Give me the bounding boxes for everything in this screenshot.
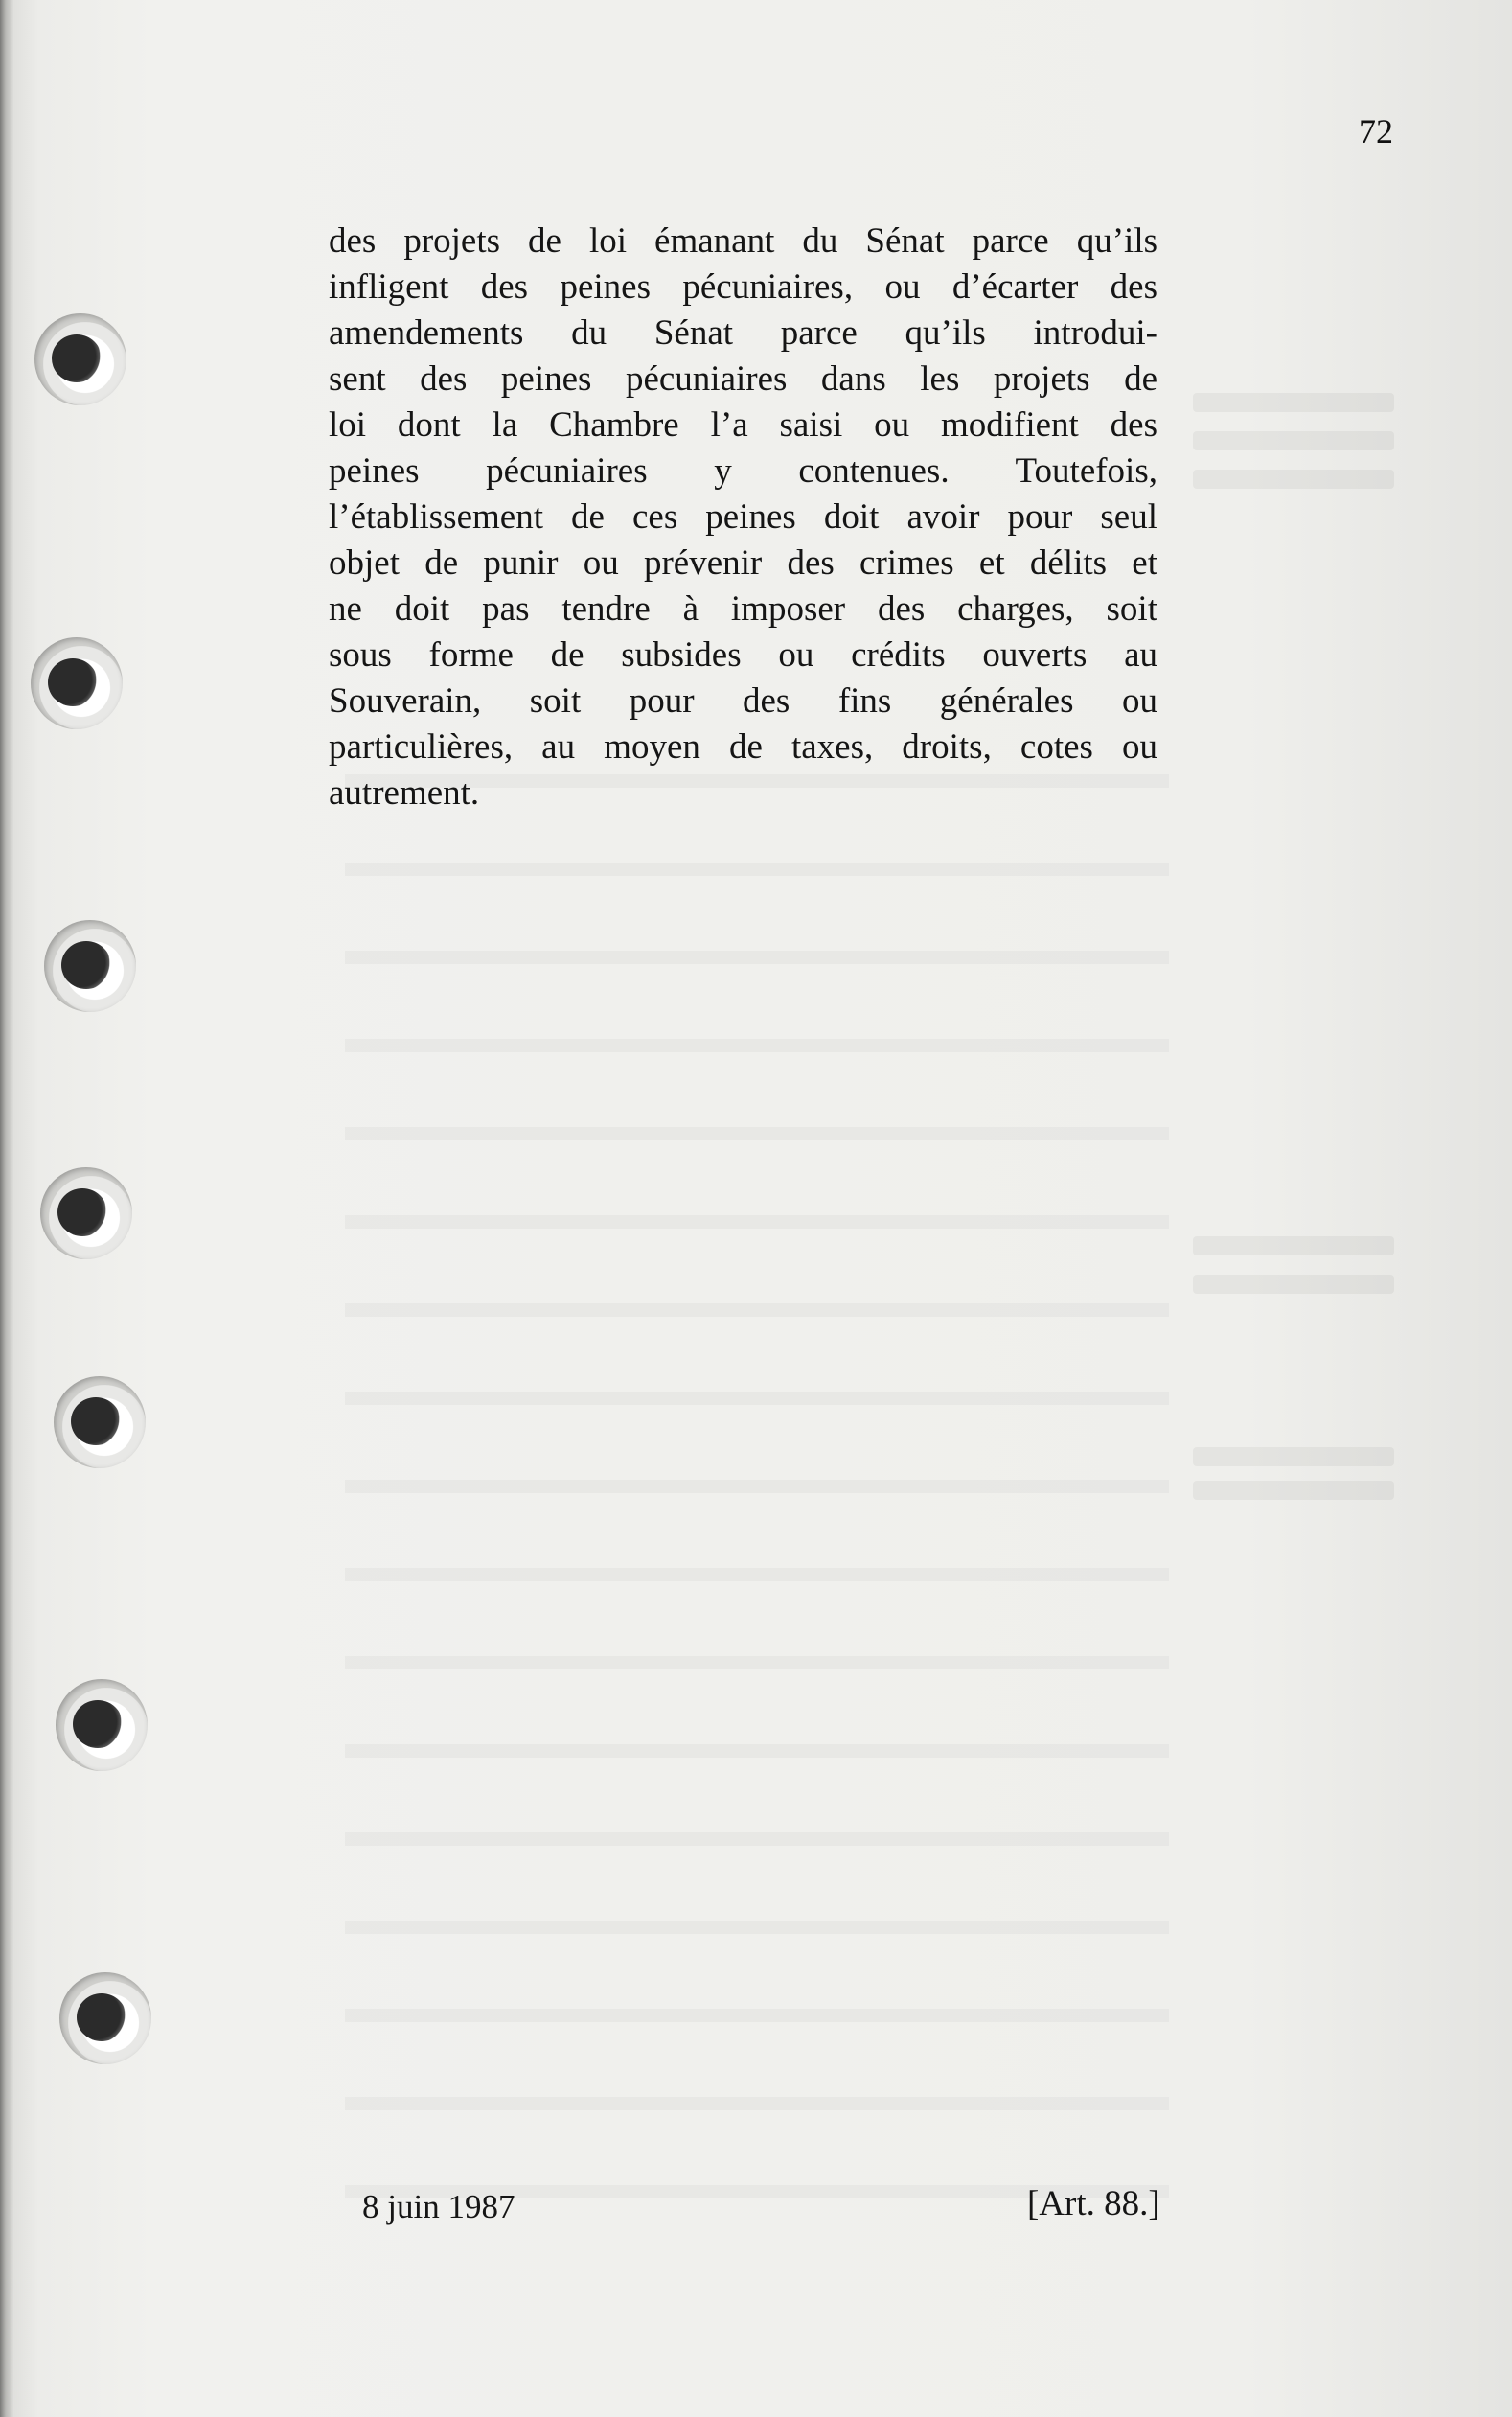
punch-hole-icon xyxy=(56,1679,148,1771)
body-line: amendements du Sénat parce qu’ils introdui- xyxy=(329,313,1157,353)
bleed-through-margin-note xyxy=(1193,1481,1394,1500)
punch-hole-icon xyxy=(34,313,126,405)
body-line: l’établissement de ces peines doit avoir pour seul xyxy=(329,497,1157,537)
footer-article-reference: [Art. 88.] xyxy=(1027,2184,1160,2223)
footer-date: 8 juin 1987 xyxy=(362,2188,515,2225)
body-line: loi dont la Chambre l’a saisi ou modifient des xyxy=(329,405,1157,445)
punch-hole-icon xyxy=(31,637,123,729)
punch-hole-icon xyxy=(59,1972,151,2064)
binding-edge xyxy=(0,0,13,2417)
body-line: Souverain, soit pour des fins générales ou xyxy=(329,681,1157,721)
body-line: autrement. xyxy=(329,773,480,813)
punch-hole-icon xyxy=(44,920,136,1012)
bleed-through-text xyxy=(345,728,1169,2227)
punch-hole-icon xyxy=(40,1167,132,1259)
page-number: 72 xyxy=(1359,112,1393,150)
body-line: sous forme de subsides ou crédits ouverts au xyxy=(329,635,1157,675)
body-line: des projets de loi émanant du Sénat parce qu’ils xyxy=(329,221,1157,261)
body-line: sent des peines pécuniaires dans les projets de xyxy=(329,359,1157,399)
body-paragraph xyxy=(329,219,1157,817)
bleed-through-margin-note xyxy=(1193,1236,1394,1255)
body-line: objet de punir ou prévenir des crimes et délits et xyxy=(329,543,1157,583)
body-line: peines pécuniaires y contenues. Toutefois, xyxy=(329,451,1157,491)
body-line: particulières, au moyen de taxes, droits, cotes ou xyxy=(329,727,1157,767)
bleed-through-margin-note xyxy=(1193,1275,1394,1294)
bleed-through-margin-note xyxy=(1193,393,1394,412)
bleed-through-margin-note xyxy=(1193,470,1394,489)
body-line: infligent des peines pécuniaires, ou d’écarter des xyxy=(329,267,1157,307)
punch-hole-icon xyxy=(54,1376,146,1468)
bleed-through-margin-note xyxy=(1193,431,1394,450)
body-line: ne doit pas tendre à imposer des charges, soit xyxy=(329,589,1157,629)
bleed-through-margin-note xyxy=(1193,1447,1394,1466)
